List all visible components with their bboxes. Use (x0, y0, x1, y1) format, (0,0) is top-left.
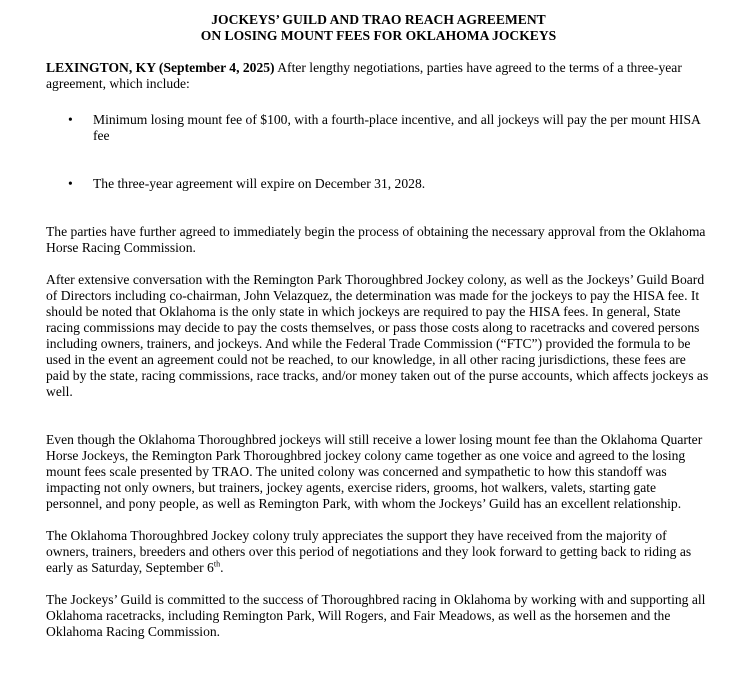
title-line-1: JOCKEYS’ GUILD AND TRAO REACH AGREEMENT (211, 12, 546, 27)
title-line-2: ON LOSING MOUNT FEES FOR OKLAHOMA JOCKEYS (200, 28, 557, 43)
list-item-text: Minimum losing mount fee of $100, with a fourth-place incentive, and all jockeys will pay the per mount HISA fee (93, 112, 701, 143)
list-item (46, 112, 711, 144)
document-title (46, 12, 711, 44)
lead-text: After lengthy negotiations, parties have agreed to the terms of a three-year agreement, which include: (46, 60, 682, 91)
bullet-icon: • (68, 176, 73, 191)
paragraph-appreciation (46, 528, 711, 576)
dateline: LEXINGTON, KY (September 4, 2025) (46, 60, 275, 75)
paragraph-colony: Even though the Oklahoma Thoroughbred jockeys will still receive a lower losing mount fee than the Oklahoma Quarter Horse Jockeys, the Remington Park Thoroughbred jockey colony came together as one voice and agreed to the losing mount fees scale presented by TRAO. The united colony was concerned and sympathetic to how this standoff was impacting not only owners, but trainers, jockey agents, exercise riders, grooms, hot walkers, valets, starting gate personnel, and pony people, as well as Remington Park, with whom the Jockeys’ Guild has an excellent relationship. (46, 432, 703, 511)
appreciation-end: . (220, 560, 224, 575)
paragraph-hisa-fee: After extensive conversation with the Remington Park Thoroughbred Jockey colony, as well as the Jockeys’ Guild Board of Directors including co-chairman, John Velazquez, the determination was made for the jockeys to pay the HISA fee. It should be noted that Oklahoma is the only state in which jockeys are required to pay the HISA fees. In general, State racing commissions may decide to pay the costs themselves, or pass those costs along to racetracks and covered persons including owners, trainers, and jockeys. And while the Federal Trade Commission (“FTC”) provided the formula to be used in the event an agreement could not be reached, to our knowledge, in all other racing jurisdictions, these fees are paid by the state, racing commissions, race tracks, and/or money taken out of the purse accounts, which affects jockeys as well. (46, 272, 709, 399)
appreciation-text: The Oklahoma Thoroughbred Jockey colony truly appreciates the support they have received from the majority of owners, trainers, breeders and others over this period of negotiations and they look forward to getting back to riding as early as Saturday, September 6 (46, 528, 692, 575)
list-item (46, 176, 711, 192)
bullet-icon: • (68, 112, 73, 127)
ordinal-suffix: th (213, 559, 221, 569)
lead-paragraph (46, 60, 711, 92)
list-item-text: The three-year agreement will expire on December 31, 2028. (93, 176, 426, 191)
paragraph-approval: The parties have further agreed to immediately begin the process of obtaining the necessary approval from the Oklahoma Horse Racing Commission. (46, 224, 706, 255)
paragraph-commitment: The Jockeys’ Guild is committed to the success of Thoroughbred racing in Oklahoma by working with and supporting all Oklahoma racetracks, including Remington Park, Will Rogers, and Fair Meadows, as well as the horsemen and the Oklahoma Racing Commission. (46, 592, 706, 639)
agreement-terms-list (46, 112, 711, 192)
